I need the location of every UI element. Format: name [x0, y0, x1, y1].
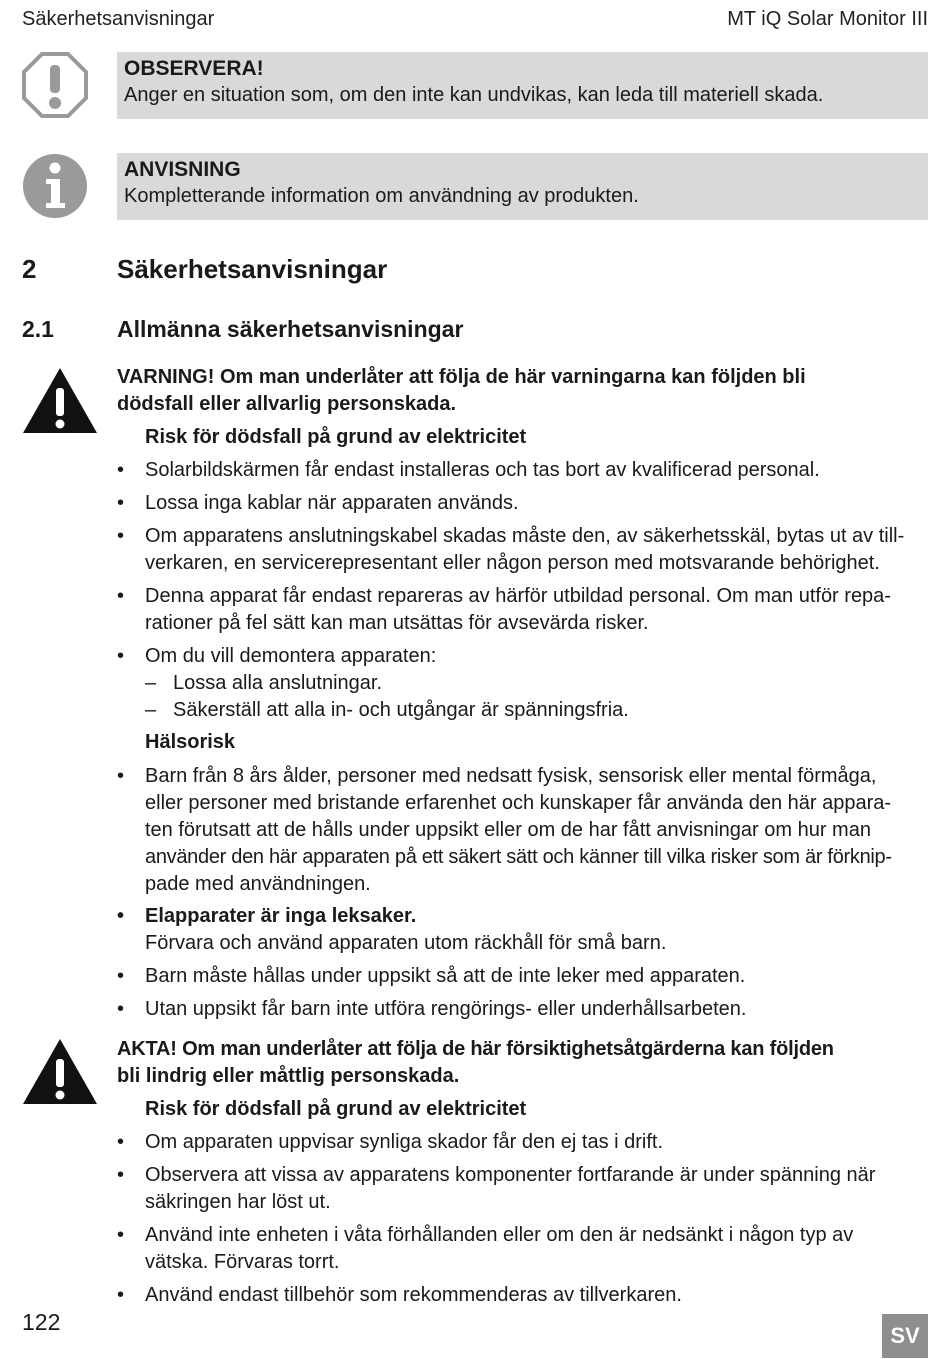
list-item: • Lossa inga kablar när apparaten används. [117, 490, 932, 517]
bullet-icon: • [117, 492, 125, 514]
section-number: 2.1 [22, 316, 54, 342]
list-item: • Solarbildskärmen får endast installeras och tas bort av kvalificerad personal. [117, 457, 932, 484]
list-item: • Använd endast tillbehör som rekommenderas av tillverkaren. [117, 1282, 932, 1309]
notice-title: OBSERVERA! [124, 57, 264, 80]
dash-icon: – [145, 672, 157, 694]
subheading-health: Hälsorisk [145, 731, 236, 753]
bullet-icon: • [117, 1164, 125, 1186]
bullet-icon: • [117, 525, 125, 547]
caution-heading-line-2: bli lindrig eller måttlig personskada. [117, 1065, 460, 1087]
list-item: • Denna apparat får endast repareras av härför utbildad personal. Om man utför repa- rationer på fel sätt kan man utsättas för avsevärda risker. [117, 585, 891, 634]
list-item: • Använd inte enheten i våta förhållanden eller om den är nedsänkt i någon typ av vätska. Förvaras torrt. [117, 1224, 854, 1273]
caution-heading-line-1: AKTA! Om man underlåter att följa de här försiktighetsåtgärderna kan följden [117, 1038, 834, 1060]
bullet-icon: • [117, 645, 125, 667]
running-header-product: MT iQ Solar Monitor III [727, 8, 928, 30]
notice-text: Anger en situation som, om den inte kan undvikas, kan leda till materiell skada. [124, 84, 824, 106]
list-item: • Barn måste hållas under uppsikt så att de inte leker med apparaten. [117, 963, 932, 990]
chapter-number: 2 [22, 254, 37, 284]
bullet-icon: • [117, 965, 125, 987]
bullet-icon: • [117, 765, 125, 787]
chapter-title: Säkerhetsanvisningar [117, 254, 388, 284]
bullet-icon: • [117, 905, 125, 927]
subheading-electricity-2: Risk för dödsfall på grund av elektricitet [145, 1098, 527, 1120]
notice-box-anvisning [117, 153, 928, 220]
language-badge: SV [882, 1314, 928, 1358]
list-item: • Om du vill demontera apparaten: [117, 643, 932, 670]
caution-triangle-icon [22, 1037, 98, 1105]
page-number: 122 [22, 1309, 61, 1335]
running-header-section: Säkerhetsanvisningar [22, 8, 215, 30]
list-item: • Observera att vissa av apparatens komponenter fortfarande är under spänning när säkringen har löst ut. [117, 1164, 876, 1213]
list-item: • Utan uppsikt får barn inte utföra rengörings- eller underhållsarbeten. [117, 996, 932, 1023]
sub-list-item: – Säkerställ att alla in- och utgångar är spänningsfria. [145, 697, 925, 724]
warning-triangle-icon [22, 366, 98, 434]
list-item: • Elapparater är inga leksaker. Förvara och använd apparaten utom räckhåll för små barn. [117, 905, 667, 954]
dash-icon: – [145, 699, 157, 721]
sub-list-item: – Lossa alla anslutningar. [145, 670, 925, 697]
list-item: • Om apparaten uppvisar synliga skador får den ej tas i drift. [117, 1129, 932, 1156]
bullet-icon: • [117, 585, 125, 607]
warning-heading-line-1: VARNING! Om man underlåter att följa de här varningarna kan följden bli [117, 366, 806, 388]
bullet-icon: • [117, 1224, 125, 1246]
section-title: Allmänna säkerhetsanvisningar [117, 316, 464, 342]
info-icon [22, 153, 88, 219]
notice-box-observera [117, 52, 928, 119]
bullet-icon: • [117, 459, 125, 481]
bullet-icon: • [117, 998, 125, 1020]
exclamation-octagon-icon [22, 52, 88, 118]
bullet-icon: • [117, 1284, 125, 1306]
notice-text: Kompletterande information om användning av produkten. [124, 185, 639, 207]
list-item: • Barn från 8 års ålder, personer med nedsatt fysisk, sensorisk eller mental förmåga, eller personer med bristande erfarenhet och kunskaper får använda den här appara- ten förutsatt att de hålls under uppsikt eller om de har fått anvisningar om hur man använder den här apparaten på ett säkert sätt och känner till vilka risker som är förknip- pade med användningen. [117, 765, 892, 895]
bullet-icon: • [117, 1131, 125, 1153]
list-item: • Om apparatens anslutningskabel skadas måste den, av säkerhetsskäl, bytas ut av till- verkaren, en servicerepresentant eller någon person med motsvarande behörighet. [117, 525, 905, 574]
warning-heading-line-2: dödsfall eller allvarlig personskada. [117, 393, 457, 415]
subheading-electricity: Risk för dödsfall på grund av elektricitet [145, 426, 527, 448]
notice-title: ANVISNING [124, 158, 241, 181]
